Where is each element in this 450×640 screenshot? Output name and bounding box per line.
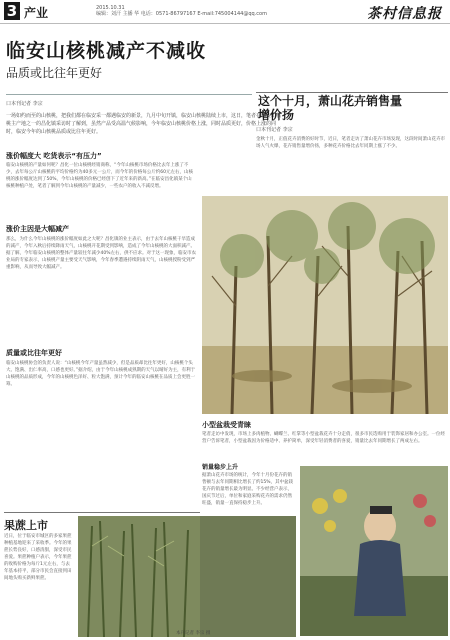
- main-byline: 口本刊记者 李宗: [6, 101, 43, 107]
- side-byline: 口本刊记者 李宗: [256, 127, 293, 133]
- page-number: 3: [4, 2, 20, 20]
- main-section-text: 那么，为什么今年山核桃的涨价幅度如此之大呢？昌化镇的业主表示，由于去年山核桃干旱造成的减产，今年入秋后持续降雨天气，山核桃开花期受到影响，造成了今年山核桃的大面积减产。据了解，今年临安山核桃的整体产量较往年减少40%左右，供不应求。对于这一现象，临安市农业局的专家表示，山核桃产量主要受天气影响，今年春季遭遇持续阴雨天气，山核桃授粉受到严重影响，从而导致大幅减产。: [6, 237, 196, 270]
- side-section-text: 据萧山花卉市场的统计，今年十月份花卉的销售额与去年同期相比增长了约15%，其中盆栽花卉的销量增长最为明显。不少经营户表示，国庆节过后，单位和家庭采购花卉的需求仍然旺盛，销量一直保持稳步上升。: [202, 473, 294, 506]
- fruit-box-text: 近日，位于临安市城区的多家果蔗种植基地迎来了采收季。今年的果蔗长势良好，口感清甜，深受市民喜爱。果蔗种植户表示，今年果蔗的收购价格为每斤1元左右，与去年基本持平，部分市民会直接到田间地头购买新鲜果蔗。: [4, 534, 72, 581]
- section-title: 产业: [24, 6, 49, 20]
- divider: [6, 94, 252, 95]
- main-section-title: 涨价幅度大 吃货表示“有压力”: [6, 152, 102, 160]
- dateline-date: 2015.10.31: [96, 5, 125, 11]
- side-intro: 金秋十月，正值花卉消费的好时节，近日，笔者走访了萧山花卉市场发现，这段时间萧山花卉市场人气火爆，花卉销售量增价扬，多种花卉价格比去年同期上涨了不少。: [256, 137, 445, 149]
- main-lede: 一场如约而至的山核桃，把我们都在临安采一都遇临安的新景，九月中旬开镇，临安山核桃陆续上市，这日，笔者在临安山核桃主产地之一的昌化镇采访时了解到，虽然产品受高温气候影响，今年临安山核桃价格上涨，同时品质更好，价格上涨的同时，临安今年的山核桃品质或比往年更好。: [6, 113, 282, 135]
- side-section-title: 小型盆栽受青睐: [202, 421, 251, 429]
- hickory-forest-photo: [202, 196, 448, 414]
- main-headline: 临安山核桃减产不减收: [6, 40, 207, 62]
- main-section-title: 质量或比往年更好: [6, 349, 62, 357]
- side-section-text: 笔者走访中发现，市场上多肉植物、蝴蝶兰、红掌等小型盆栽花卉十分走俏，很多市民选购用于装饰家居和办公室。一位经营户告诉笔者，小型盆栽因为价格适中、养护简单，深受年轻消费者的喜爱，销量比去年同期增长了两成左右。: [202, 432, 445, 444]
- main-section-text: 临安山核桃协会的负责人说：“山核桃今年产量虽然减少，但是品质却比往年更好，山核桃个头大、饱满、出仁率高，口感也更好。”据介绍，由于今年山核桃成熟期的天气以晴好为主，有利于山核桃的品质形成，今年的山核桃色泽好、粒大饱满，预计今年的临安山核桃在品质上会更胜一筹。: [6, 361, 196, 387]
- main-subheadline: 品质或比往年更好: [6, 66, 103, 80]
- main-section-title: 涨价主因是大幅减产: [6, 225, 69, 233]
- side-section-title: 销量稳步上升: [202, 464, 239, 471]
- sugarcane-field-photo: [78, 516, 296, 637]
- main-section-text: 临安山核桃的产量如何呢？昌化一位山核桃经销商称，“今年山核桃市场价格比去年上涨了不少，去年每公斤山核桃的平均价格约为40多元一公斤，而今年的价格每公斤约60元左右，山核桃的涨价幅度达到了50%，今年山核桃的价格已经创下了近年来的新高。”在临安昌化镇某个山核桃种植户处，笔者了解到今年山核桃的产量减少，一些农户的收入不减反增。: [6, 163, 193, 189]
- masthead-logo: 茶村信息报: [367, 6, 442, 22]
- flower-market-photo: [300, 466, 448, 636]
- photo-credit: 本刊记者 李宗 摄: [176, 631, 211, 636]
- side-headline: 这个十月，萧山花卉销售量增价扬: [258, 94, 403, 122]
- dateline: [96, 5, 267, 17]
- divider: [4, 512, 200, 513]
- fruit-box-title: 果蔗上市: [4, 519, 48, 532]
- dateline-contact: 编辑：刘汗 主播 华 电话：0571-86797167 E-mail:745004144@qq.com: [96, 11, 267, 17]
- divider: [256, 92, 448, 93]
